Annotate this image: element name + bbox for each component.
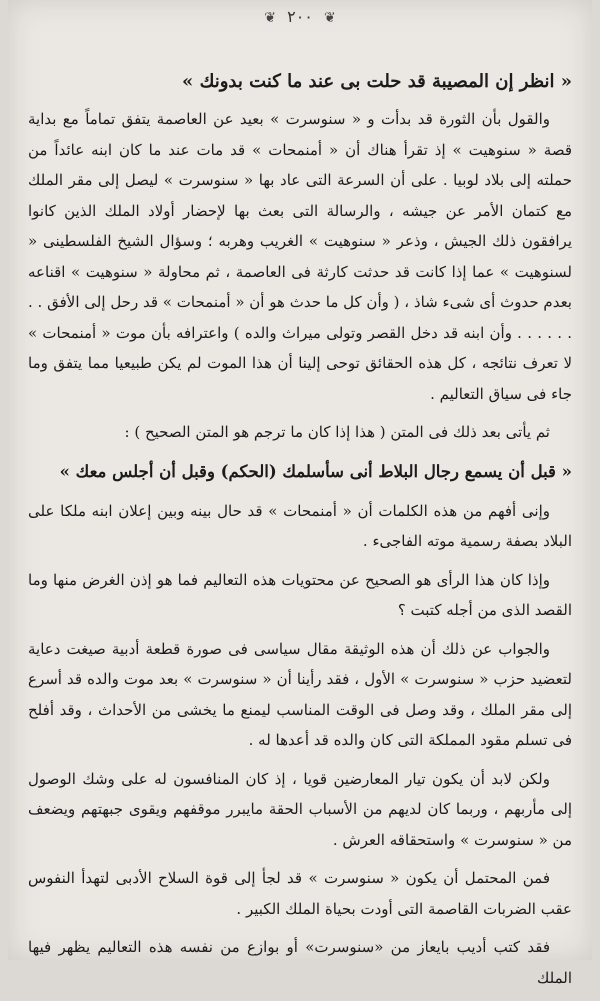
- ornament-icon: ❦: [264, 10, 277, 26]
- quote-line: « انظر إن المصيبة قد حلت بى عند ما كنت بدونك »: [182, 71, 572, 92]
- page-number: ٢٠٠: [287, 7, 313, 26]
- ornament-icon: ❦: [323, 10, 336, 26]
- paragraph: وإنى أفهم من هذه الكلمات أن « أمنمحات » قد حال بينه وبين إعلان ابنه ملكا على البلاد بصفة رسمية موته الفاجىء .: [28, 501, 572, 550]
- body-text: [28, 66, 572, 1001]
- book-page: [8, 0, 592, 987]
- paragraph: فقد كتب أديب بايعاز من «سنوسرت» أو بوازع من نفسه هذه التعاليم يظهر فيها الملك: [28, 938, 572, 987]
- paragraph: والقول بأن الثورة قد بدأت و « سنوسرت » بعيد عن العاصمة يتفق تماماً مع بداية قصة « سنوهيت » إذ تقرأ هناك أن « أمنمحات » قد مات عند ما كان ابنه عائداً من حملته إلى بلاد لوبيا . على أن السرعة التى عاد بها « سنوسرت » ليصل إلى مقر الملك مع كتمان الأمر عن جيشه ، والرسالة التى بعث بها لإحضار أولاد الملك الذين كانوا يرافقون ذلك الجيش ، وذعر « سنوهيت » الغريب وهربه ؛ وسؤال الشيخ الفلسطينى « لسنوهيت » عما إذا كانت قد حدثت كارثة فى العاصمة ، ثم محاولة « سنوهيت » اقناعه بعدم حدوث أى شىء شاذ ، ( وأن كل ما حدث هو أن « أمنمحات » قد رحل إلى الأفق . . . . . . . . وأن ابنه قد دخل القصر وتولى ميراث والده ) واعترافه بأن موت « أمنمحات » لا تعرف نتائجه ، كل هذه الحقائق توحى إلينا أن هذا الموت لم يكن طبيعيا مما يتفق وما جاء فى سياق التعاليم .: [28, 110, 572, 403]
- paragraph: فمن المحتمل أن يكون « سنوسرت » قد لجأ إلى قوة السلاح الأدبى لتهدأ النفوس عقب الضربات القاصمة التى أودت بحياة الملك الكبير .: [28, 869, 572, 918]
- quote-line: « قبل أن يسمع رجال البلاط أنى سأسلمك (الحكم) وقبل أن أجلس معك »: [59, 461, 572, 481]
- paragraph: ثم يأتى بعد ذلك فى المتن ( هذا إذا كان ما ترجم هو المتن الصحيح ) :: [124, 423, 550, 441]
- paragraph: ولكن لابد أن يكون تيار المعارضين قويا ، إذ كان المنافسون له على وشك الوصول إلى مأربهم ، وربما كان لديهم من الأسباب الحقة مايبرر موقفهم ويقوى جبهتهم ويضعف من « سنوسرت » واستحقاقه العرش .: [28, 769, 572, 849]
- paragraph: وإذا كان هذا الرأى هو الصحيح عن محتويات هذه التعاليم فما هو إذن الغرض منها وما القصد الذى من أجله كتبت ؟: [28, 570, 572, 619]
- paragraph: والجواب عن ذلك أن هذه الوثيقة مقال سياسى فى صورة قطعة أدبية صيغت دعاية لتعضيد حزب « سنوسرت » الأول ، فقد رأينا أن « سنوسرت » بعد موت والده قد أسرع إلى مقر الملك ، وقد وصل فى الوقت المناسب ليمنع ما يخشى من الأحداث ، وقد أفلح فى تسلم مقود المملكة التى كان والده قد أعدها له .: [28, 639, 572, 749]
- page-header: [8, 6, 592, 29]
